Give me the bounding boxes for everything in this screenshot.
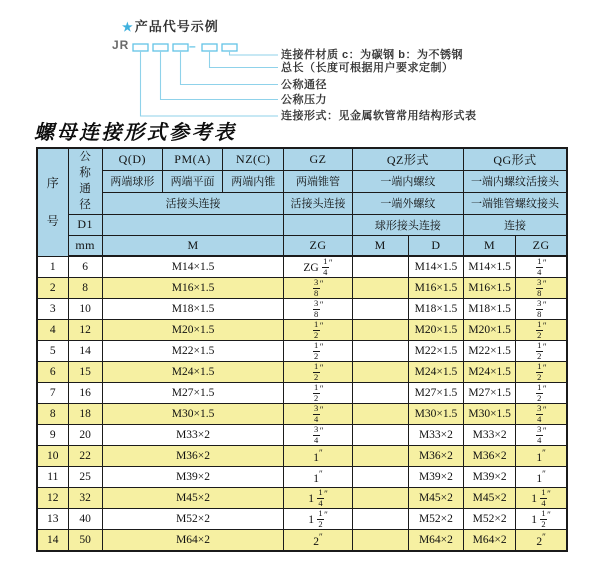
- nut-connection-table: [36, 147, 568, 552]
- table-body: [37, 256, 567, 551]
- cell-dn: 50: [68, 530, 102, 552]
- cell-qg_zg: $\frac{1}{4}$ ″: [516, 256, 567, 278]
- diagram-label-material: 连接件材质 c：为碳钢 b：为不锈钢: [281, 49, 463, 61]
- cell-m: M64×2: [102, 530, 284, 552]
- header-cell: 连接: [464, 214, 567, 235]
- cell-qg_zg: 2″: [516, 530, 567, 552]
- cell-m: M14×1.5: [102, 256, 284, 278]
- cell-m: M22×1.5: [102, 341, 284, 362]
- diagram-label-length: 总长（长度可根据用户要求定制）: [281, 61, 454, 74]
- cell-m: M27×1.5: [102, 383, 284, 404]
- cell-qz_m: [352, 425, 408, 446]
- table-row: [37, 488, 567, 509]
- table-row: [37, 425, 567, 446]
- cell-dn: 14: [68, 341, 102, 362]
- cell-dn: 12: [68, 320, 102, 341]
- cell-qg_m: M16×1.5: [464, 278, 516, 299]
- cell-no: 9: [37, 425, 68, 446]
- cell-m: M30×1.5: [102, 404, 284, 425]
- cell-qg_m: M18×1.5: [464, 299, 516, 320]
- header-cell: ZG: [516, 235, 567, 256]
- cell-qg_zg: 1 $\frac{1}{4}$ ″: [516, 488, 567, 509]
- header-cell: NZ(C): [223, 148, 284, 170]
- cell-gz: 1 $\frac{1}{4}$ ″: [284, 488, 352, 509]
- header-cell: QG形式: [464, 148, 567, 170]
- cell-qg_zg: $\frac{1}{2}$ ″: [516, 320, 567, 341]
- cell-dn: 40: [68, 509, 102, 530]
- cell-no: 2: [37, 278, 68, 299]
- header-cell: 两端平面: [162, 170, 222, 192]
- cell-no: 14: [37, 530, 68, 552]
- header-cell: [102, 214, 284, 235]
- cell-qg_m: M24×1.5: [464, 362, 516, 383]
- cell-dn: 16: [68, 383, 102, 404]
- cell-dn: 25: [68, 467, 102, 488]
- cell-qz_m: [352, 404, 408, 425]
- cell-no: 6: [37, 362, 68, 383]
- cell-qz_m: [352, 383, 408, 404]
- header-cell: 一端外螺纹: [352, 192, 463, 214]
- cell-qg_m: M39×2: [464, 467, 516, 488]
- table-header: [37, 148, 567, 256]
- code-box: [133, 44, 148, 51]
- table-title: 螺母连接形式参考表: [34, 120, 237, 144]
- cell-qg_zg: 1″: [516, 467, 567, 488]
- cell-qz_m: [352, 509, 408, 530]
- header-cell: ZG: [284, 235, 352, 256]
- cell-qz_d: M20×1.5: [408, 320, 463, 341]
- header-cell: 两端球形: [102, 170, 162, 192]
- cell-qz_m: [352, 256, 408, 278]
- cell-qz_d: M33×2: [408, 425, 463, 446]
- cell-qz_m: [352, 299, 408, 320]
- cell-qz_m: [352, 341, 408, 362]
- star-icon: ★: [122, 20, 134, 34]
- cell-no: 13: [37, 509, 68, 530]
- header-cell: [284, 214, 352, 235]
- cell-dn: 6: [68, 256, 102, 278]
- header-cell: 两端锥管: [284, 170, 352, 192]
- cell-gz: 2″: [284, 530, 352, 552]
- table-row: [37, 256, 567, 278]
- cell-m: M24×1.5: [102, 362, 284, 383]
- cell-qz_m: [352, 530, 408, 552]
- cell-dn: 8: [68, 278, 102, 299]
- cell-qz_d: M45×2: [408, 488, 463, 509]
- table-row: [37, 530, 567, 552]
- cell-gz: $\frac{1}{2}$ ″: [284, 383, 352, 404]
- cell-gz: ZG $\frac{1}{4}$ ″: [284, 256, 352, 278]
- cell-dn: 18: [68, 404, 102, 425]
- cell-qg_m: M36×2: [464, 446, 516, 467]
- header-cell: 一端内螺纹: [352, 170, 463, 192]
- cell-no: 8: [37, 404, 68, 425]
- cell-qz_m: [352, 488, 408, 509]
- table-row: [37, 467, 567, 488]
- cell-qg_m: M45×2: [464, 488, 516, 509]
- header-cell: 一端锥管螺纹接头: [464, 192, 567, 214]
- header-cell: Q(D): [102, 148, 162, 170]
- cell-no: 3: [37, 299, 68, 320]
- table-row: [37, 320, 567, 341]
- header-cell: 球形接头连接: [352, 214, 463, 235]
- cell-qg_m: M20×1.5: [464, 320, 516, 341]
- code-box: [222, 44, 237, 51]
- cell-no: 5: [37, 341, 68, 362]
- cell-qg_zg: 1″: [516, 446, 567, 467]
- code-box: [153, 44, 168, 51]
- product-code-prefix: JR: [112, 38, 130, 52]
- cell-gz: $\frac{1}{2}$ ″: [284, 341, 352, 362]
- cell-no: 4: [37, 320, 68, 341]
- cell-qz_m: [352, 320, 408, 341]
- code-box: [173, 44, 188, 51]
- cell-m: M36×2: [102, 446, 284, 467]
- cell-qz_m: [352, 446, 408, 467]
- code-boxes: [133, 44, 237, 51]
- header-cell: D1: [68, 214, 102, 235]
- table-row: [37, 341, 567, 362]
- cell-qg_zg: $\frac{3}{8}$ ″: [516, 278, 567, 299]
- cell-m: M45×2: [102, 488, 284, 509]
- cell-qg_m: M30×1.5: [464, 404, 516, 425]
- diagram-label-connection: 连接形式：见金属软管常用结构形式表: [281, 110, 477, 122]
- header-cell: mm: [68, 235, 102, 256]
- cell-no: 1: [37, 256, 68, 278]
- cell-qz_d: M36×2: [408, 446, 463, 467]
- table-row: [37, 278, 567, 299]
- header-cell: M: [102, 235, 284, 256]
- cell-m: M52×2: [102, 509, 284, 530]
- table-row: [37, 299, 567, 320]
- cell-qg_m: M52×2: [464, 509, 516, 530]
- code-box: [202, 44, 217, 51]
- cell-gz: $\frac{3}{8}$ ″: [284, 299, 352, 320]
- table-row: [37, 509, 567, 530]
- connector-line: [210, 51, 279, 68]
- cell-qg_m: M33×2: [464, 425, 516, 446]
- cell-qg_m: M22×1.5: [464, 341, 516, 362]
- header-cell: QZ形式: [352, 148, 463, 170]
- cell-dn: 15: [68, 362, 102, 383]
- header-seq: 序号: [37, 148, 68, 256]
- cell-m: M39×2: [102, 467, 284, 488]
- cell-qg_zg: $\frac{1}{2}$ ″: [516, 383, 567, 404]
- diagram-label-pressure: 公称压力: [281, 93, 327, 106]
- cell-qz_d: M64×2: [408, 530, 463, 552]
- cell-qz_d: M24×1.5: [408, 362, 463, 383]
- cell-qg_zg: $\frac{1}{2}$ ″: [516, 341, 567, 362]
- cell-gz: $\frac{1}{2}$ ″: [284, 362, 352, 383]
- cell-qz_m: [352, 362, 408, 383]
- header-cell: M: [352, 235, 408, 256]
- cell-qz_d: M27×1.5: [408, 383, 463, 404]
- cell-qg_zg: 1 $\frac{1}{2}$ ″: [516, 509, 567, 530]
- header-cell: D: [408, 235, 463, 256]
- cell-m: M33×2: [102, 425, 284, 446]
- cell-gz: 1 $\frac{1}{2}$ ″: [284, 509, 352, 530]
- header-cell: 两端内锥: [223, 170, 284, 192]
- cell-dn: 32: [68, 488, 102, 509]
- cell-gz: $\frac{1}{2}$ ″: [284, 320, 352, 341]
- cell-no: 11: [37, 467, 68, 488]
- header-cell: 活接头连接: [102, 192, 284, 214]
- cell-no: 12: [37, 488, 68, 509]
- header-cell: 一端内螺纹活接头: [464, 170, 567, 192]
- cell-no: 7: [37, 383, 68, 404]
- cell-qg_m: M14×1.5: [464, 256, 516, 278]
- connector-lines: [141, 51, 279, 116]
- cell-qz_d: M14×1.5: [408, 256, 463, 278]
- cell-qz_d: M39×2: [408, 467, 463, 488]
- cell-qg_zg: $\frac{3}{4}$ ″: [516, 404, 567, 425]
- code-separator: –: [189, 39, 196, 53]
- cell-qg_m: M64×2: [464, 530, 516, 552]
- table-row: [37, 404, 567, 425]
- cell-qg_zg: $\frac{3}{4}$ ″: [516, 425, 567, 446]
- cell-no: 10: [37, 446, 68, 467]
- cell-gz: $\frac{3}{8}$ ″: [284, 278, 352, 299]
- cell-qz_d: M18×1.5: [408, 299, 463, 320]
- cell-dn: 20: [68, 425, 102, 446]
- cell-m: M18×1.5: [102, 299, 284, 320]
- cell-qz_m: [352, 467, 408, 488]
- header-cell: M: [464, 235, 516, 256]
- cell-qg_m: M27×1.5: [464, 383, 516, 404]
- cell-dn: 10: [68, 299, 102, 320]
- header-cell: PM(A): [162, 148, 222, 170]
- cell-gz: $\frac{3}{4}$ ″: [284, 425, 352, 446]
- table-row: [37, 446, 567, 467]
- cell-m: M16×1.5: [102, 278, 284, 299]
- cell-gz: 1″: [284, 467, 352, 488]
- cell-qg_zg: $\frac{3}{8}$ ″: [516, 299, 567, 320]
- cell-dn: 22: [68, 446, 102, 467]
- diagram-label-diameter: 公称通径: [281, 78, 327, 91]
- cell-qg_zg: $\frac{1}{2}$ ″: [516, 362, 567, 383]
- connector-line: [161, 51, 279, 100]
- cell-qz_m: [352, 278, 408, 299]
- table-row: [37, 362, 567, 383]
- cell-m: M20×1.5: [102, 320, 284, 341]
- cell-gz: $\frac{3}{4}$ ″: [284, 404, 352, 425]
- header-cell: 活接头连接: [284, 192, 352, 214]
- cell-gz: 1″: [284, 446, 352, 467]
- cell-qz_d: M52×2: [408, 509, 463, 530]
- cell-qz_d: M30×1.5: [408, 404, 463, 425]
- table-row: [37, 383, 567, 404]
- header-cell: GZ: [284, 148, 352, 170]
- cell-qz_d: M16×1.5: [408, 278, 463, 299]
- cell-qz_d: M22×1.5: [408, 341, 463, 362]
- header-dn: 公称通径: [68, 148, 102, 214]
- product-code-title: 产品代号示例: [134, 19, 219, 34]
